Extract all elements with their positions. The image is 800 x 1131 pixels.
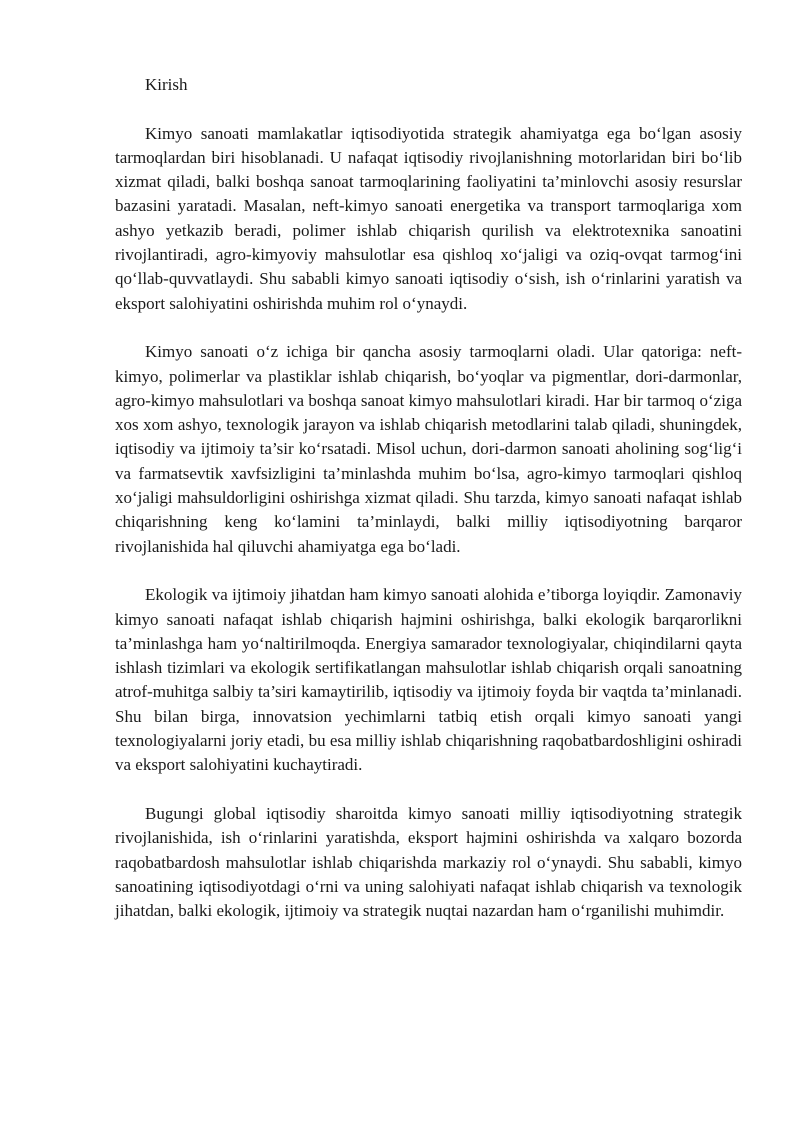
paragraph-3: Ekologik va ijtimoiy jihatdan ham kimyo sanoati alohida e’tiborga loyiqdir. Zamonaviy kimyo sanoati nafaqat ishlab chiqarish hajmini oshirishga, balki ekologik barqarorlikni ta’minlashga ham yo‘naltirilmoqda. Energiya samarador texnologiyalar, chiqindilarni qayta ishlash tizimlari va ekologik sertifikatlangan mahsulotlar ishlab chiqarish orqali sanoatning atrof-muhitga salbiy ta’siri kamaytirilib, iqtisodiy va ijtimoiy foyda bir vaqtda ta’minlanadi. Shu bilan birga, innovatsion yechimlarni tatbiq etish orqali kimyo sanoati yangi texnologiyalarni joriy etadi, bu esa milliy ishlab chiqarishning raqobatbardoshligini oshiradi va eksport salohiyatini kuchaytiradi. <box>115 585 742 775</box>
section-heading: Kirish <box>145 75 188 94</box>
paragraph-4: Bugungi global iqtisodiy sharoitda kimyo sanoati milliy iqtisodiyotning strategik rivojlanishida, ish o‘rinlarini yaratishda, eksport hajmini oshirishda va xalqaro bozorda raqobatbardosh mahsulotlar ishlab chiqarishda markaziy rol o‘ynaydi. Shu sababli, kimyo sanoatining iqtisodiyotdagi o‘rni va uning salohiyati nafaqat ishlab chiqarish va texnologik jihatdan, balki ekologik, ijtimoiy va strategik nuqtai nazardan ham o‘rganilishi muhimdir. <box>115 803 742 921</box>
paragraph-2: Kimyo sanoati o‘z ichiga bir qancha asosiy tarmoqlarni oladi. Ular qatoriga: neft-kimyo, polimerlar va plastiklar ishlab chiqarish, bo‘yoqlar va pigmentlar, dori-darmonlar, agro-kimyo mahsulotlari va boshqa sanoat kimyo mahsulotlari kiradi. Har bir tarmoq o‘ziga xos xom ashyo, texnologik jarayon va ishlab chiqarish metodlarini talab qiladi, shuningdek, iqtisodiy va ijtimoiy ta’sir ko‘rsatadi. Misol uchun, dori-darmon sanoati aholining sog‘lig‘i va farmatsevtik xavfsizligini ta’minlashda muhim bo‘lsa, agro-kimyo tarmoqlari qishloq xo‘jaligi mahsuldorligini oshirishga xizmat qiladi. Shu tarzda, kimyo sanoati nafaqat ishlab chiqarishning keng ko‘lamini ta’minlaydi, balki milliy iqtisodiyotning barqaror rivojlanishida hal qiluvchi ahamiyatga ega bo‘ladi. <box>115 342 742 556</box>
document-body <box>115 73 742 923</box>
paragraph-1: Kimyo sanoati mamlakatlar iqtisodiyotida strategik ahamiyatga ega bo‘lgan asosiy tarmoqlardan biri hisoblanadi. U nafaqat iqtisodiy rivojlanishning motorlaridan biri bo‘lib xizmat qiladi, balki boshqa sanoat tarmoqlarining faoliyatini ta’minlovchi asosiy resurslar bazasini yaratadi. Masalan, neft-kimyo sanoati energetika va transport tarmoqlariga xom ashyo yetkazib beradi, polimer ishlab chiqarish qurilish va elektrotexnika sanoatini rivojlantiradi, agro-kimyoviy mahsulotlar esa qishloq xo‘jaligi va oziq-ovqat tarmog‘ini qo‘llab-quvvatlaydi. Shu sababli kimyo sanoati iqtisodiy o‘sish, ish o‘rinlarini yaratish va eksport salohiyatini oshirishda muhim rol o‘ynaydi. <box>115 123 742 313</box>
